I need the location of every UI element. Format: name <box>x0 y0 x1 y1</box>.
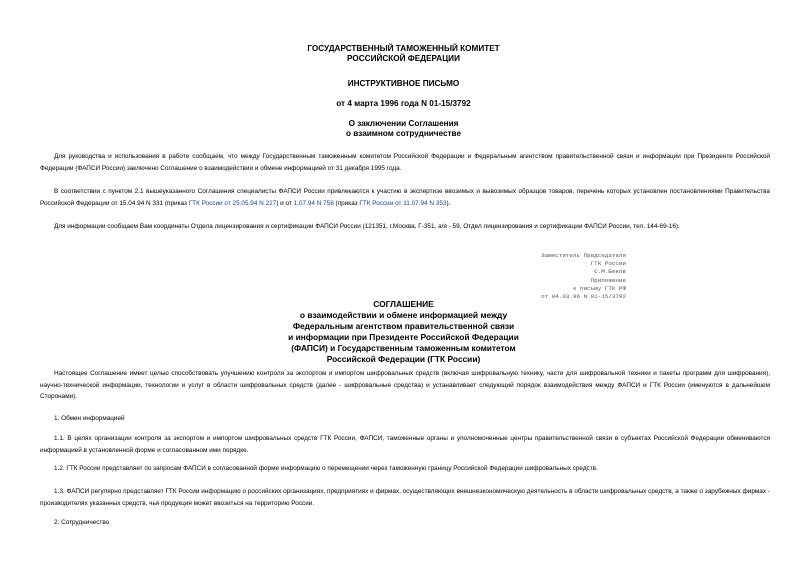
org-name-line2: РОССИЙСКОЙ ФЕДЕРАЦИИ <box>347 54 460 63</box>
order-link-353[interactable]: ГТК России от 11.07.94 N 353 <box>359 199 447 207</box>
appendix-date: от 04.03.96 N 01-15/3792 <box>541 293 626 301</box>
appendix-label: Приложение <box>590 276 626 284</box>
signature-name: С.М.Беков <box>594 268 626 276</box>
agreement-title-line3: Федеральным агентством правительственной связи <box>292 321 515 331</box>
agreement-title-line6: Российской Федерации (ГТК России) <box>326 354 481 364</box>
clause-1-2: 1.2. ГТК России представляет по запросам ФАПСИ в согласованной форме информацию о перемещении через таможенную границу Российской Федерации шифровальных средств. <box>54 465 598 472</box>
document-date: от 4 марта 1996 года N 01-15/3792 <box>336 99 471 108</box>
paragraph-text: В соответствии с пунктом 2.1 вышеуказанного Соглашения специалисты ФАПСИ России привлекаются к участию в экспертизе ввозимых и вывозимых образцов товаров, перечень которых установлен постановлениями Правительства Российской Федерации от 15.04.94 N 331 (приказ <box>40 188 770 207</box>
letter-paragraph-1: Для руководства и использования в работе сообщаем, что между Государственным таможенным комитетом Российской Федерации и Федеральным агентством правительственной связи и информации при Президенте Российской Федерации (ФАПСИ России) заключено Соглашение о взаимодействии и обмене информацией от 31 декабря 1995 года. <box>40 153 770 172</box>
order-link-227[interactable]: ГТК России от 25.05.94 N 227 <box>188 199 277 207</box>
agreement-title: СОГЛАШЕНИЕ <box>373 299 434 309</box>
agreement-title-line2: о взаимодействии и обмене информацией между <box>299 310 508 320</box>
agreement-title-line5: (ФАПСИ) и Государственным таможенным комитетом <box>291 343 516 353</box>
section-heading-1: 1. Обмен информацией <box>54 415 125 422</box>
org-name-line1: ГОСУДАРСТВЕННЫЙ ТАМОЖЕННЫЙ КОМИТЕТ <box>307 44 500 53</box>
section-heading-2: 2. Сотрудничество <box>54 519 110 526</box>
clause-1-3: 1.3. ФАПСИ регулярно представляет ГТК России информацию о российских организациях, предприятиях и фирмах, осуществляющих внешнеэкономическую деятельность в области шифровальных средств, а также о зарубежных фирмах - производителях указанных средств, чья продукция может ввозиться на территорию России. <box>40 488 770 507</box>
paragraph-text: ). <box>446 199 451 207</box>
signature-position: Заместитель Председателя <box>541 252 626 259</box>
paragraph-text: ) и от <box>276 199 294 207</box>
paragraph-text: (приказ <box>333 199 360 207</box>
letter-paragraph-2 <box>40 186 770 209</box>
resolution-link-758[interactable]: 1.07.94 N 758 <box>293 199 334 207</box>
subject-line2: о взаимном сотрудничестве <box>345 129 462 138</box>
agreement-intro: Настоящее Соглашение имеет целью способствовать улучшению контроля за экспортом и импортом шифровальных средств (включая шифровальную технику, части для шифровальной техники и пакеты программ для шифрования), научно-технической информации, технологии и услуг в области шифровальных средств (далее - шифровальные средства) и устанавливает следующий порядок взаимодействия между ФАПСИ и ГТК России (именуются в дальнейшем Сторонами). <box>40 370 770 400</box>
letter-paragraph-3: Для информации сообщаем Вам координаты Отдела лицензирования и сертификации ФАПСИ России (121351, г.Москва, Г-351, а/я - 59, Отдел лицензирования и сертификации ФАПСИ России, тел. 144-69-16). <box>54 223 680 230</box>
appendix-reference: к письму ГТК РФ <box>572 284 626 292</box>
agreement-title-line4: и информации при Президенте Российской Федерации <box>288 332 519 342</box>
document-type: ИНСТРУКТИВНОЕ ПИСЬМО <box>347 79 460 88</box>
signature-block <box>520 252 626 301</box>
subject-line1: О заключении Соглашения <box>348 119 459 128</box>
clause-1-1: 1.1. В целях организации контроля за экспортом и импортом шифровальных средств ГТК России, ФАПСИ, таможенные органы и уполномоченные центры правительственной связи в субъектах Российской Федерации обмениваются информацией в установленной форме и согласованном ими порядке. <box>40 435 770 454</box>
signature-org: ГТК России <box>590 260 626 268</box>
